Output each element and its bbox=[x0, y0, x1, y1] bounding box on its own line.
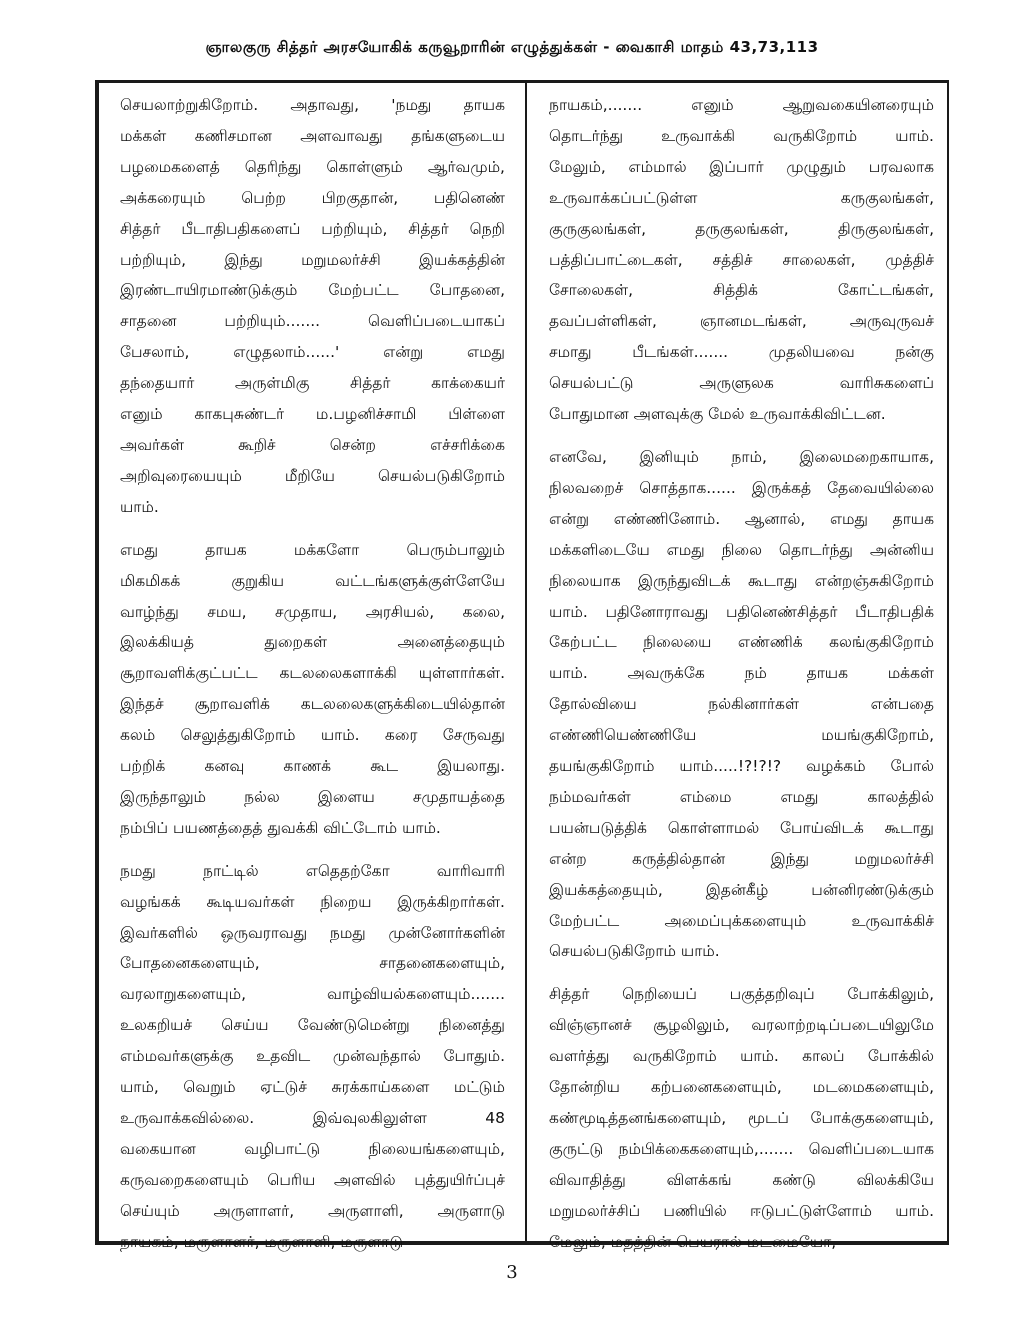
text-line: தோன்றிய கற்பனைகளையும், மடமைகளையும், bbox=[549, 1078, 934, 1097]
text-line: குருகுலங்கள், தருகுலங்கள், திருகுலங்கள், bbox=[549, 219, 934, 238]
text-line: யாம். அவருக்கே நம் தாயக மக்கள் bbox=[549, 664, 934, 683]
text-line: சோலைகள், சித்திக் கோட்டங்கள், bbox=[549, 281, 934, 300]
text-line: நம்பிப் பயணத்தைத் துவக்கி விட்டோம் யாம். bbox=[120, 818, 441, 837]
text-line: கருவறைகளையும் பெரிய அளவில் புத்துயிர்ப்புச் bbox=[120, 1170, 505, 1189]
text-line: இந்தச் சூறாவளிக் கடலலைகளுக்கிடையில்தான் bbox=[120, 695, 505, 714]
text-line: சமாது பீடங்கள்....... முதலியவை நன்கு bbox=[549, 343, 934, 362]
right-column bbox=[549, 90, 934, 1270]
text-line: செயல்படுகிறோம் யாம். bbox=[549, 942, 720, 961]
text-line: யாம். bbox=[120, 497, 159, 516]
text-line: விஞ்ஞானச் சூழலிலும், வரலாற்றடிப்படையிலுமே bbox=[549, 1016, 934, 1035]
text-line: மக்களிடையே எமது நிலை தொடர்ந்து அன்னிய bbox=[549, 540, 934, 559]
text-line: வகையான வழிபாட்டு நிலையங்களையும், bbox=[120, 1139, 505, 1158]
text-line: நாயகம், மருளாளர், மருளாளி, மருளாடு bbox=[120, 1232, 404, 1251]
text-line: யாம், வெறும் ஏட்டுச் சுரக்காய்களை மட்டும் bbox=[120, 1078, 505, 1097]
text-line: எண்ணியெண்ணியே மயங்குகிறோம், bbox=[549, 726, 934, 745]
text-line: உருவாக்கப்பட்டுள்ள கருகுலங்கள், bbox=[549, 188, 934, 207]
paragraph bbox=[549, 442, 934, 967]
text-line: பயன்படுத்திக் கொள்ளாமல் போய்விடக் கூடாது bbox=[549, 818, 934, 837]
text-line: கலம் செலுத்துகிறோம் யாம். கரை சேருவது bbox=[120, 726, 505, 745]
text-line: பற்றிக் கனவு காணக் கூட இயலாது. bbox=[120, 757, 505, 776]
text-line: செயல்பட்டு அருளுலக வாரிசுகளைப் bbox=[549, 374, 934, 393]
text-line: என்று எண்ணினோம். ஆனால், எமது தாயக bbox=[549, 509, 934, 528]
paragraph bbox=[549, 90, 934, 430]
text-line: மேலும், எம்மால் இப்பார் முழுதும் பரவலாக bbox=[549, 157, 934, 176]
text-line: பழமைகளைத் தெரிந்து கொள்ளும் ஆர்வமும், bbox=[120, 157, 505, 176]
text-line: வாழ்ந்து சமய, சமுதாய, அரசியல், கலை, bbox=[120, 602, 505, 621]
text-line: எமது தாயக மக்களோ பெரும்பாலும் bbox=[120, 540, 505, 559]
text-line: பற்றியும், இந்து மறுமலர்ச்சி இயக்கத்தின் bbox=[120, 250, 505, 269]
text-line: வரலாறுகளையும், வாழ்வியல்களையும்....... bbox=[120, 985, 505, 1004]
text-line: எனவே, இனியும் நாம், இலைமறைகாயாக, bbox=[549, 447, 934, 466]
text-line: பேசலாம், எழுதலாம்......' என்று எமது bbox=[120, 343, 505, 362]
text-line: இயக்கத்தையும், இதன்கீழ் பன்னிரண்டுக்கும் bbox=[549, 880, 934, 899]
text-line: குருட்டு நம்பிக்கைகளையும்,....... வெளிப்படையாக bbox=[549, 1139, 934, 1158]
text-line: சித்தர் பீடாதிபதிகளைப் பற்றியும், சித்தர் நெறி bbox=[120, 219, 505, 238]
text-line: அக்கரையும் பெற்ற பிறகுதான், பதினெண் bbox=[120, 188, 505, 207]
left-column bbox=[120, 90, 505, 1270]
text-line: யாம். பதினோராவது பதினெண்சித்தர் பீடாதிபதிக் bbox=[549, 602, 934, 621]
text-line: மேலும், மதத்தின் பெயரால் மடமையோ, bbox=[549, 1232, 837, 1251]
text-line: மிகமிகக் குறுகிய வட்டங்களுக்குள்ளேயே bbox=[120, 571, 505, 590]
text-line: இருந்தாலும் நல்ல இளைய சமுதாயத்தை bbox=[120, 787, 505, 806]
text-line: போதுமான அளவுக்கு மேல் உருவாக்கிவிட்டன. bbox=[549, 405, 886, 424]
paragraph bbox=[120, 856, 505, 1258]
text-line: நிலையாக இருந்துவிடக் கூடாது என்றஞ்சுகிறோம் bbox=[549, 571, 934, 590]
text-line: உருவாக்கவில்லை. இவ்வுலகிலுள்ள 48 bbox=[120, 1109, 505, 1127]
text-line: தவப்பள்ளிகள், ஞானமடங்கள், அருவுருவச் bbox=[549, 312, 934, 331]
text-line: நிலவறைச் சொத்தாக...... இருக்கத் தேவையில்லை bbox=[549, 478, 934, 497]
text-line: மக்கள் கணிசமான அளவாவது தங்களுடைய bbox=[120, 126, 505, 145]
text-line: நம்மவர்கள் எம்மை எமது காலத்தில் bbox=[549, 787, 934, 806]
text-line: கேற்பட்ட நிலையை எண்ணிக் கலங்குகிறோம் bbox=[549, 633, 934, 652]
text-line: எம்மவர்களுக்கு உதவிட முன்வந்தால் போதும். bbox=[120, 1047, 505, 1066]
text-line: உலகறியச் செய்ய வேண்டுமென்று நினைத்து bbox=[120, 1016, 505, 1035]
text-line: பத்திப்பாட்டைகள், சத்திச் சாலைகள், முத்திச் bbox=[549, 250, 934, 269]
column-divider bbox=[525, 82, 527, 1244]
text-line: விவாதித்து விளக்கங் கண்டு விலக்கியே bbox=[549, 1170, 934, 1189]
text-line: வழங்கக் கூடியவர்கள் நிறைய இருக்கிறார்கள். bbox=[120, 892, 505, 911]
text-line: நாயகம்,....... எனும் ஆறுவகையினரையும் bbox=[549, 96, 934, 114]
page-number: 3 bbox=[506, 1262, 518, 1283]
text-line: இவர்களில் ஒருவராவது நமது முன்னோர்களின் bbox=[120, 923, 505, 942]
text-line: கண்மூடித்தனங்களையும், மூடப் போக்குகளையும், bbox=[549, 1109, 934, 1127]
text-line: எனும் காகபுசுண்டர் ம.பழனிச்சாமி பிள்ளை bbox=[120, 405, 505, 424]
page-header: ஞாலகுரு சித்தர் அரசயோகிக் கருவூறாரின் எழுத்துக்கள் - வைகாசி மாதம் 43,73,113 bbox=[205, 38, 819, 56]
text-line: நமது நாட்டில் எதெதற்கோ வாரிவாரி bbox=[120, 861, 505, 880]
paragraph bbox=[120, 535, 505, 844]
text-line: செய்யும் அருளாளர், அருளாளி, அருளாடு bbox=[120, 1201, 505, 1220]
text-line: அவர்கள் கூறிச் சென்ற எச்சரிக்கை bbox=[120, 435, 505, 454]
paragraph bbox=[549, 979, 934, 1257]
text-line: சாதனை பற்றியும்....... வெளிப்படையாகப் bbox=[120, 312, 505, 331]
text-line: சித்தர் நெறியைப் பகுத்தறிவுப் போக்கிலும், bbox=[549, 985, 934, 1004]
text-line: தந்தையார் அருள்மிகு சித்தர் காக்கையர் bbox=[120, 374, 505, 393]
text-line: என்ற கருத்தில்தான் இந்து மறுமலர்ச்சி bbox=[549, 849, 934, 868]
text-line: மறுமலர்ச்சிப் பணியில் ஈடுபட்டுள்ளோம் யாம். bbox=[549, 1201, 934, 1220]
text-line: இலக்கியத் துறைகள் அனைத்தையும் bbox=[120, 633, 505, 652]
text-line: வளர்த்து வருகிறோம் யாம். காலப் போக்கில் bbox=[549, 1047, 934, 1066]
text-line: சூறாவளிக்குட்பட்ட கடலலைகளாக்கி யுள்ளார்கள். bbox=[120, 664, 505, 683]
text-line: தொடர்ந்து உருவாக்கி வருகிறோம் யாம். bbox=[549, 126, 934, 145]
text-line: அறிவுரையையும் மீறியே செயல்படுகிறோம் bbox=[120, 466, 505, 485]
text-line: தோல்வியை நல்கினார்கள் என்பதை bbox=[549, 695, 934, 714]
text-line: தயங்குகிறோம் யாம்.....!?!?!? வழக்கம் போல் bbox=[549, 757, 934, 776]
text-line: இரண்டாயிரமாண்டுக்கும் மேற்பட்ட போதனை, bbox=[120, 281, 505, 300]
text-line: மேற்பட்ட அமைப்புக்களையும் உருவாக்கிச் bbox=[549, 911, 934, 930]
paragraph bbox=[120, 90, 505, 523]
text-line: போதனைகளையும், சாதனைகளையும், bbox=[120, 954, 505, 973]
text-line: செயலாற்றுகிறோம். அதாவது, 'நமது தாயக bbox=[120, 96, 505, 114]
